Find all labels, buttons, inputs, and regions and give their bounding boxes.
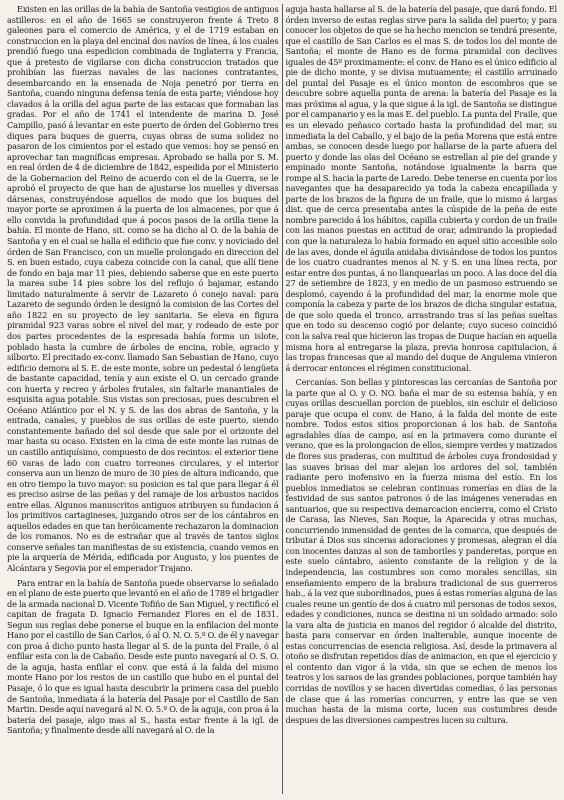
paragraph-astilleros: Existen en las orillas de la bahía de Santoña vestigios de antiguos astilleros: en el año de 1665 se construyeron frente á Treto 8 galeones para el comercio de América, y el de 1719 estaban en construccion en la playa del encinal dos navíos de línea, á los cuales prendió fuego una espedicion combinada de Inglaterra y Francia, que á pretesto de vigilarse con dicha construccion tratados que prohibían las fuerzas navales de las naciones contratantes, desembarcando en la ensenada de Noja penetró por tierra en Santoña, cuando ninguna defensa tenía de esta parte; viéndose hoy clavados á la orilla del agua parte de las estacas que formaban las gradas. Por el año de 1741 el intendente de marina D. José Campillo, pasó á levantar en este puerto de órden del Gobierno tres diques para buques de guerra, cuyas obras de suma solidez no pasaron de los cimientos por el estado que vemos: hoy se pensó en aprovechar tan magníficas empresas. Aprobado se halla por S. M. en real órden de 4 de diciembre de 1842, espedida por el Ministerio de la Gobernacion del Reino de acuerdo con el de la Guerra, se le aprobó el proyecto de que han de ajustarse los muelles y diversas dársenas, construyéndose aquellos de modo que los buques del mayor porte se aproximen á la puerta de los almacenes, por que á ello convida la profundidad que á pocos pasos de la orilla tiene la bahía. El monte de Hano, sit. como se ha dicho al O. de la bahía de Santoña y en el cual se halla el edificio que fue conv. y noviciado del órden de San Francisco, con un muelle prolongado en direccion del S. en buen estado, cuya cabeza coincide con la canal, que allí tiene de fondo en baja mar 11 pies, debiendo saberse que en este puerto la marea sube 14 pies sobre los del reflujo ó bajamar, estando limitado naturalmente á servir de Lazareto ó conejo naval: para Lazareto de segundo órden le designó la comision de las Cortes del año 1822 en su proyecto de ley sanitaria. Se eleva en figura piramidal 923 varas sobre el nivel del mar, y rodeado de este por dos partes procedentes de la espresada bahía forma un islote, poblado hasta la cumbre de árboles de encina, roble, agracio y silborto. El precitado ex-conv. llamado San Sebastian de Hano, cuyo edificio demora al S. E. de este monte, sobre un pedestal ó lengüeta de bastante capacidad, tenía y aun existe el O. un cercado grande con huerta y recreo y árboles frutales, sin faltarle manantiales de esquisita agua potable. Sus vistas son preciosas, pues descubren el Océano Atlántico por el N. y S. de las dos abras de Santoña, y la entrada, canales, y pueblos de sus orillas de este puerto, siendo constantemente bañado del sol desde que sale por el orizonte del mar hasta su ocaso. Existen en la cima de este monte las ruinas de un castillo antiquísimo, compuesto de dos recintos: el exterior tiene 60 varas de lado con cuatro torreones circulares, y el interior conserva aun un lienzo de muro de 30 pies de altura indicando, que en otro tiempo la tuvo mayor: su posicion es tal que para llegar á él es preciso asirse de las peñas y del ramaje de los arbustos nacidos entre ellas. Algunos manuscritos antiguos atribuyen su fundacion á los primitivos cartagineses, juzgando otros ser de los cántabros en aquellos edades en que tan heróicamente rechazaron la dominacion de los romanos. No es de estrañar que al través de tantos siglos conserve señales tan manifiestas de su existencia, cuando vemos en pie la arquería de Mérida, edificada por Augusto, y los puentes de Alcántara y Segovia por el emperador Trajano.: [7, 4, 279, 573]
column-divider: [282, 4, 283, 794]
paragraph-cercanias: Cercanías. Son bellas y pintorescas las cercanías de Santoña por la parte que al O. y O. NO. baña el mar de su estensa bahía, y en cuyas orillas descuellan porcion de pueblos, sin escluir el delicioso paraje que ocupa el conv. de Hano, á la falda del monte de este nombre. Todos estos sitios proporcionan á los hab. de Santoña agradables días de campo, así en la primavera como durante el verano, que es la prolongacion de ellos, siempre verdes y matizados de flores sus praderas, con multitud de árboles cuya frondosidad y las suaves brisas del mar alejan los ardores del sol, también radiante pero inofensivo en la fuerza misma del estío. En los pueblos inmediatos se celebran continuas romerías en días de la festividad de sus santos patronos ó de las imágenes veneradas en santuarios, que su respectiva demarcacion encierra, como el Cristo de Carasa, las Nieves, San Roque, la Aparecida y otras muchas, concurriendo inmensidad de gentes de la comarca, que después de tributar á Dios sus sinceras adoraciones y promesas, alegran el día con inocentes danzas al son de tamboriles y panderetas, porque en este suelo cántabro, asiento constante de la religion y de la independencia, las costumbres son como morales sencillas, sin enseñamiento empero de la brabura tradicional de sus guerreros hab., á la vez que subordinados, pues á estas romerías alguna de las cuales reune un gentío de dos á cuatro mil personas de todos sexos, edades y condiciones, nunca se destina ni un soldado armado: solo la vara alta de justicia en manos del regidor ó alcalde del distrito, basta para conservar en órden inalterable, aunque inocente de estas concurrencias de esencia religiosa. Así, desde la primavera al otoño se disfrutan repetidos días de animacion, en que el ejercicio y el contento dan vigor á la vida, sin que se echen de menos los teatros y los saraos de las grandes poblaciones, porque también hay corridas de novillos y se hacen divertidas comedias, ó las personas de clase que á las romerías concurren, y entre las que se ven muchas hasta de la misma corte, lucen sus costumbres desde despues de las diversiones campestres lucen su cultura.: [285, 377, 558, 725]
two-column-layout: [7, 4, 557, 794]
paragraph-entrada-bahia: Para entrar en la bahía de Santoña puede observarse lo señalado en el plano de este puerto que levantó en el año de 1789 el brigadier de la armada nacional D. Vicente Tofiño de San Miguel, y rectificó el capitan de fragata D. Ignacio Fernandez Flores en el de 1831. Segun sus reglas debe ponerse el buque en la enfilacion del monte Hano por el castillo de San Carlos, ó al O. N. O. 5.º O. de él y navegar con proa á dicho punto hasta llegar al S. de la punta del Fraile, ó al enfilar esta con la de Cabaño. Desde este punto navegará al O. S. O. de la aguja, hasta enfilar el conv. que está á la falda del mismo monte Hano por los restos de un castillo que hubo en el puntal del Pasaje, ó lo que es igual hasta descubrir la primera casa del pueblo de Santoña, inmediata á la batería del Pasaje por el Castillo de San Martin. Desde aquí navegará al N. O. 5.º O. de la aguja, con proa á la batería del pasaje, algo mas al S., hasta estar frente á la igl. de Santoña; y finalmente desde allí navegará al O. de la: [7, 577, 279, 736]
paragraph-reglas-navegacion: aguja hasta hallarse al S. de la batería del pasaje, que dará fondo. El órden inverso de estas reglas sirve para la salida del puerto; y para conocer los objetos de que se ha hecho mencion se tendrá presente, que el castillo de San Carlos es el mas S. de todos los del monte de Santoña; el monte de Hano es de forma piramidal con declives iguales de 45º proximamente: el conv. de Hano es el único edificio al pie de dicho monte, y se divisa mutuamente; el castillo arruinado del puntal del Pasaje es el único monton de escombros que se descubre sobre aquella punta de arena: la batería del Pasaje es la mas próxima al agua, y la que sigue á la igl. de Santoña se distingue por el campanario y es la mas E. del pueblo. La punta del Fraile, que es un elevado peñasco cortado hasta la profundidad del mar, su inmediata la del Caballo, y el bajo de la peña Morena que está entre ambas, se conocen desde luego por hallarse de la parte afuera del puerto y donde las olas del Océano se estrellan al pie del grande y empinado monte Santoña, notándose igualmente la barra que rompe al S. hacia la parte de Laredo. Debe tenerse en cuenta por los navegantes que ha desaparecido ya toda la cabeza encapillada y parte de los brazos de la figura de un fraile, que lo mismo á largas dist. que de cerca presentaba antes la cúspide de la peña de este nombre parecido á los hábitos, capilla cubierta y cordon de un fraile con las manos puestas en actitud de orar, admirando la propiedad con que la naturaleza lo había formado en aquel sitio accesible solo de las aves, donde el águila anidaba divisándose de todos los puntos de los cuatro cuadrantes menos al N. y S. en una línea recta, por estar entre dos puntas, á no llanquearlas un poco. A las doce del día 27 de setiembre de 1823, y en medio de un pasmoso estruendo se desplomó, cayendo á la profundidad del mar, la enorme mole que componía la cabeza y parte de los brazos de dicha singular estatua, de que solo queda el tronco, arrastrando tras sí las peñas sueltas que en todo su descenso cogió por delante; cuyo suceso coincidió con la salva real que hicieron las tropas de Duque hacían en aquella misma hora al entregarse la plaza, previa honrosa capitulacion, á las tropas francesas que al mando del duque de Angulema vinieron á derrocar entonces el régimen constitucional.: [285, 4, 558, 373]
right-column: [286, 4, 558, 794]
left-column: [7, 4, 279, 794]
